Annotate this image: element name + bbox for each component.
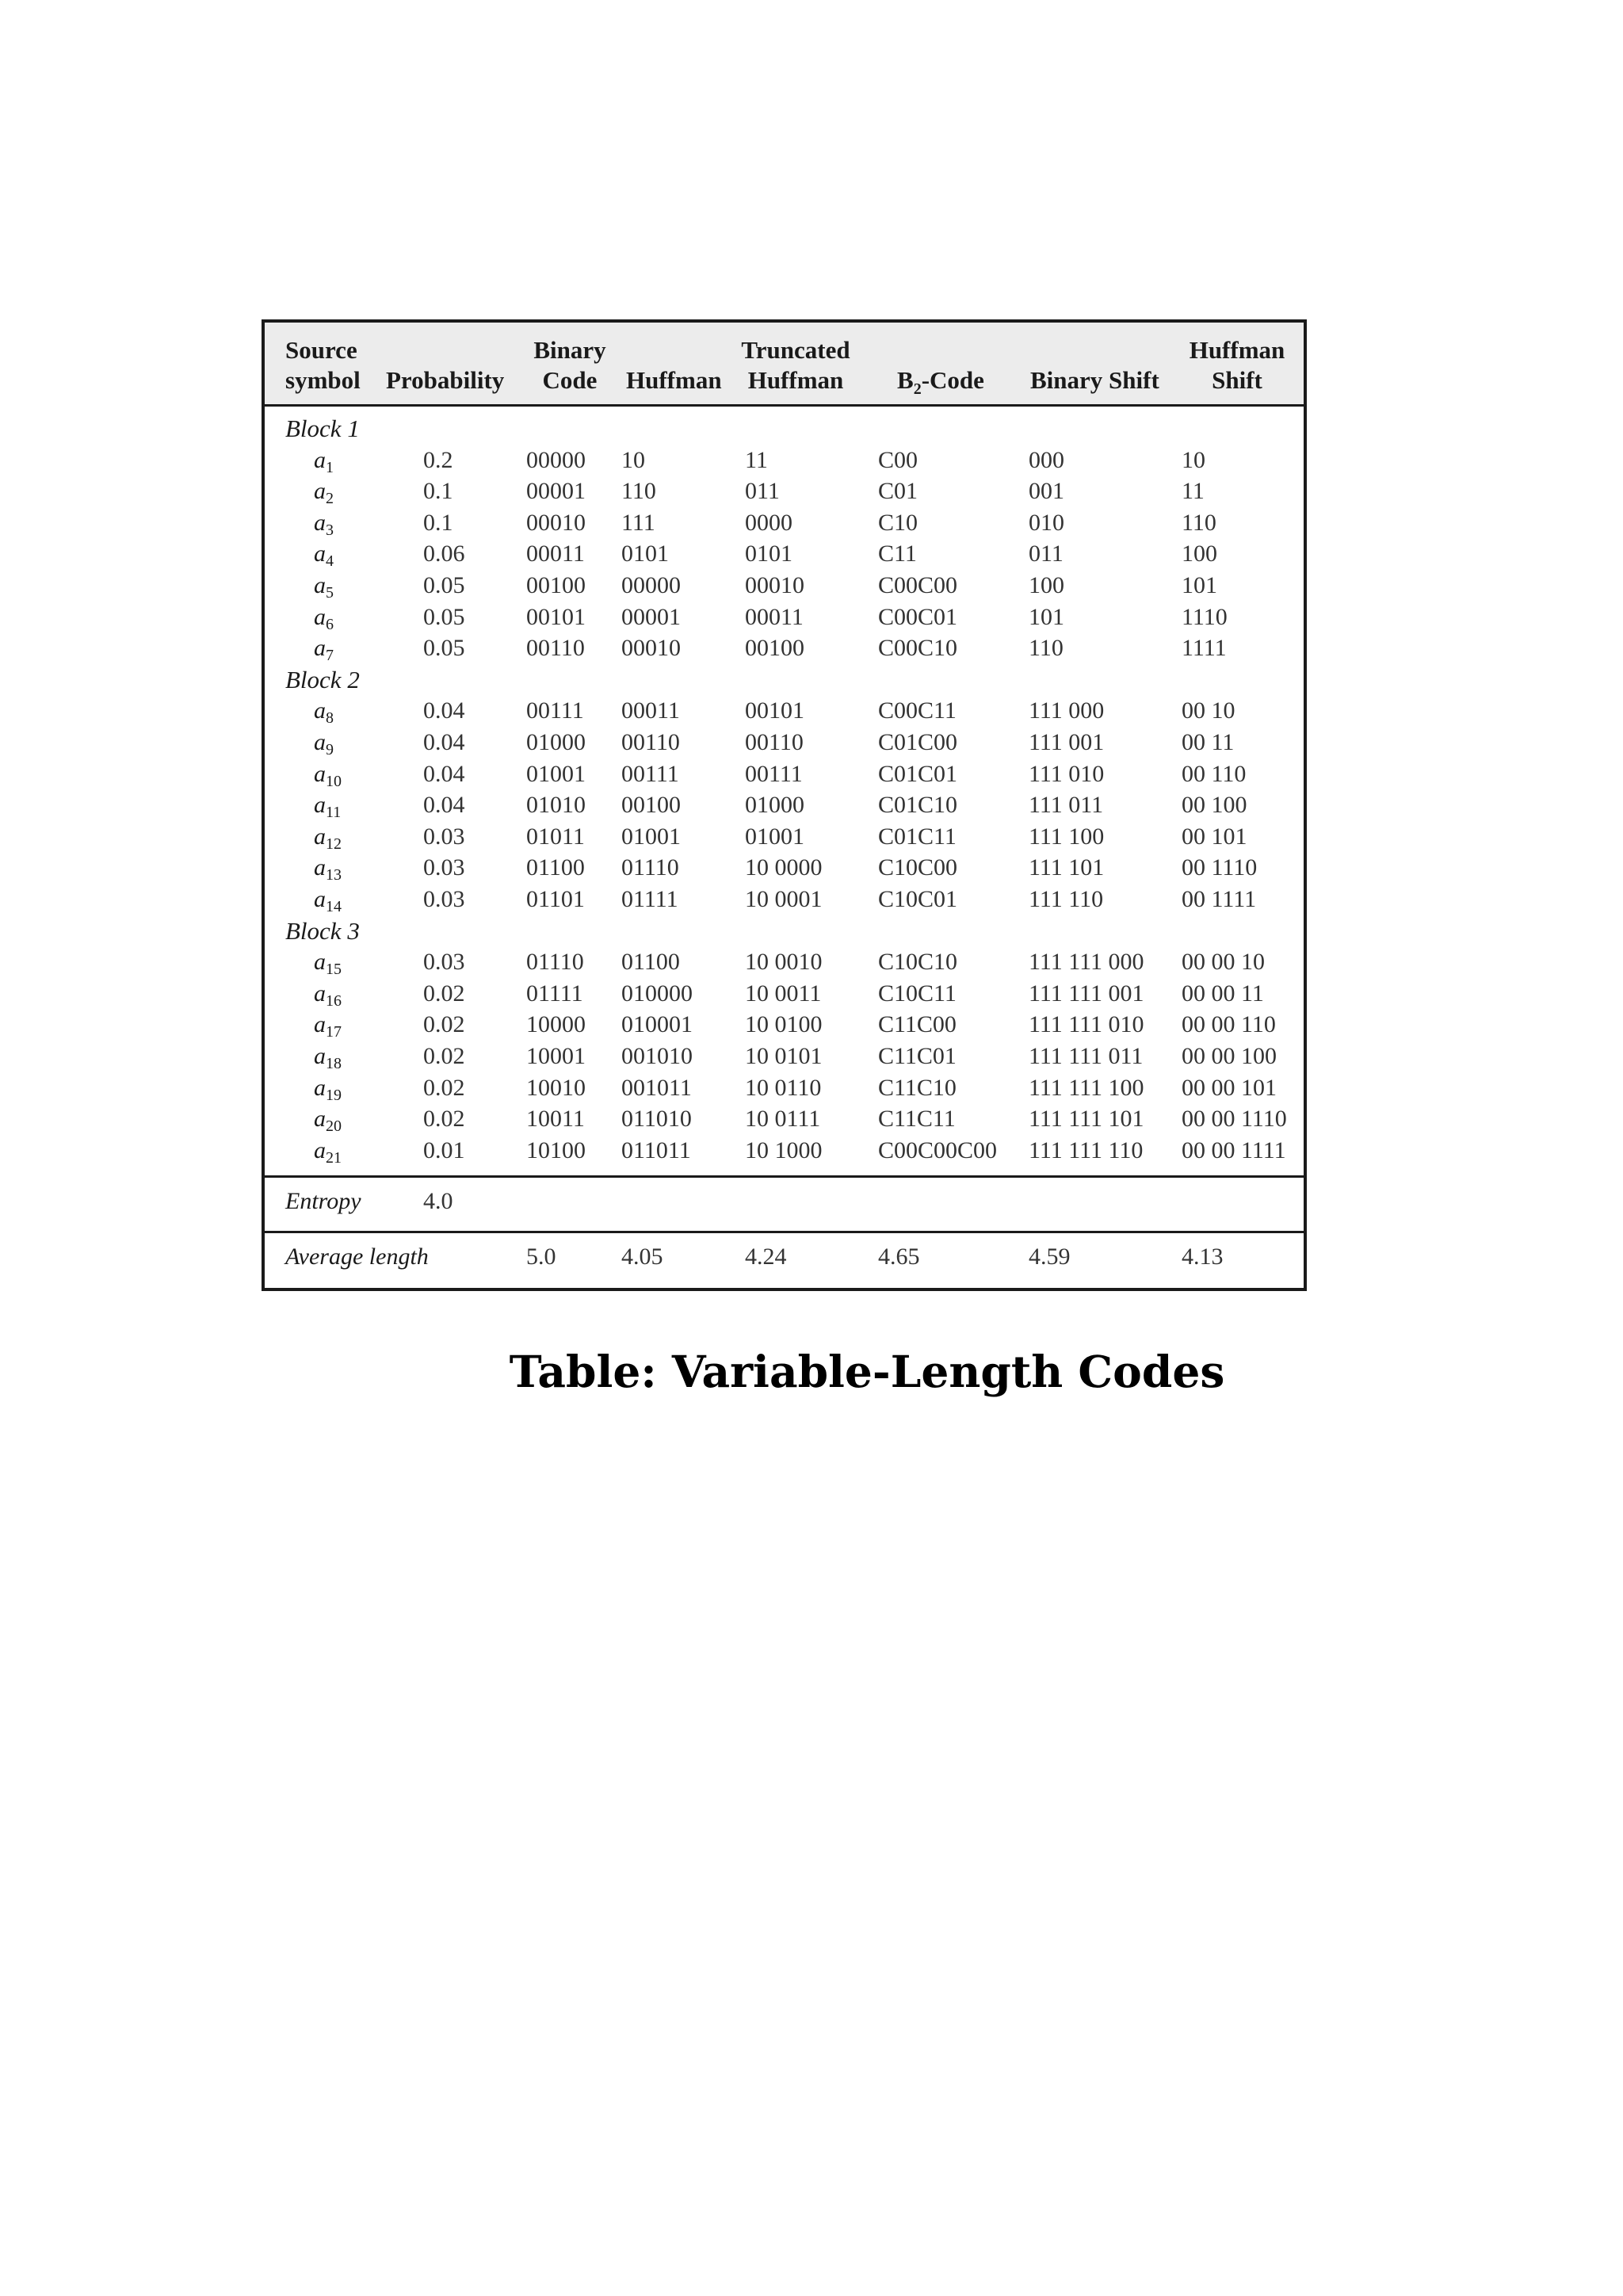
cell-binary-code: 01000 xyxy=(526,729,586,755)
cell-binary-code: 01100 xyxy=(526,854,585,881)
cell-binary-shift: 001 xyxy=(1029,478,1064,505)
cell-huffman-shift: 00 101 xyxy=(1182,823,1247,850)
entropy-value: 4.0 xyxy=(423,1188,453,1214)
symbol-index: 3 xyxy=(326,521,334,539)
cell-huffman: 011011 xyxy=(621,1137,691,1163)
cell-probability: 0.02 xyxy=(423,1106,465,1133)
header-binary-shift: Binary Shift xyxy=(1030,366,1159,394)
header-source-line2: symbol xyxy=(285,366,361,394)
table-row xyxy=(265,852,1304,883)
cell-truncated-huffman: 0000 xyxy=(745,509,792,536)
cell-huffman: 01001 xyxy=(621,823,681,850)
cell-binary-code: 10011 xyxy=(526,1106,585,1133)
cell-b2-code: C00 xyxy=(878,446,918,473)
cell-truncated-huffman: 011 xyxy=(745,478,780,505)
header-b2-code xyxy=(897,365,984,404)
cell-probability: 0.05 xyxy=(423,572,465,598)
cell-truncated-huffman: 00101 xyxy=(745,697,804,724)
symbol-letter: a xyxy=(314,446,326,473)
cell-truncated-huffman: 01001 xyxy=(745,823,804,850)
cell-huffman: 00001 xyxy=(621,603,681,630)
cell-huffman: 00111 xyxy=(621,760,679,787)
cell-binary-code: 10000 xyxy=(526,1011,586,1038)
symbol-letter: a xyxy=(314,1074,326,1101)
block-label: Block 1 xyxy=(285,415,360,442)
symbol-index: 19 xyxy=(326,1086,342,1104)
cell-truncated-huffman: 0101 xyxy=(745,541,792,567)
cell-source-symbol xyxy=(314,1041,342,1072)
cell-source-symbol xyxy=(314,476,334,506)
cell-source-symbol xyxy=(314,538,334,569)
symbol-letter: a xyxy=(314,854,326,881)
cell-binary-shift: 111 101 xyxy=(1029,854,1105,881)
cell-binary-code: 10100 xyxy=(526,1137,586,1163)
header-hshift-line1: Huffman xyxy=(1189,336,1285,364)
cell-binary-shift: 111 111 010 xyxy=(1029,1011,1144,1038)
cell-probability: 0.01 xyxy=(423,1137,465,1163)
table-header xyxy=(265,323,1304,407)
cell-probability: 0.05 xyxy=(423,603,465,630)
cell-source-symbol xyxy=(314,695,334,726)
avg-b2: 4.65 xyxy=(878,1244,920,1270)
symbol-letter: a xyxy=(314,729,326,755)
cell-huffman: 111 xyxy=(621,509,655,536)
cell-binary-shift: 111 111 100 xyxy=(1029,1074,1144,1101)
cell-truncated-huffman: 10 0001 xyxy=(745,886,823,912)
cell-source-symbol xyxy=(314,507,334,538)
cell-probability: 0.05 xyxy=(423,635,465,662)
cell-probability: 0.03 xyxy=(423,823,465,850)
cell-probability: 0.04 xyxy=(423,792,465,819)
symbol-letter: a xyxy=(314,760,326,787)
cell-truncated-huffman: 10 0110 xyxy=(745,1074,822,1101)
cell-source-symbol xyxy=(314,632,334,663)
cell-probability: 0.02 xyxy=(423,1011,465,1038)
cell-probability: 0.06 xyxy=(423,541,465,567)
cell-truncated-huffman: 10 0101 xyxy=(745,1043,823,1069)
table-row xyxy=(265,946,1304,977)
cell-b2-code: C11C10 xyxy=(878,1074,957,1101)
block-label: Block 2 xyxy=(285,665,360,693)
cell-binary-shift: 111 010 xyxy=(1029,760,1105,787)
header-b2-prefix: B xyxy=(897,366,914,394)
cell-huffman: 00100 xyxy=(621,792,681,819)
cell-b2-code: C00C00 xyxy=(878,572,958,598)
avg-binary: 5.0 xyxy=(526,1244,556,1270)
cell-source-symbol xyxy=(314,884,342,915)
cell-b2-code: C00C01 xyxy=(878,603,958,630)
cell-binary-shift: 111 000 xyxy=(1029,697,1105,724)
cell-huffman-shift: 00 00 1110 xyxy=(1182,1106,1287,1133)
cell-huffman: 010001 xyxy=(621,1011,693,1038)
cell-huffman: 001010 xyxy=(621,1043,693,1069)
cell-huffman: 010000 xyxy=(621,980,693,1007)
table-row xyxy=(265,884,1304,915)
cell-probability: 0.03 xyxy=(423,886,465,912)
cell-huffman: 011010 xyxy=(621,1106,692,1133)
cell-probability: 0.02 xyxy=(423,1074,465,1101)
header-huffman-shift xyxy=(1182,335,1293,395)
header-b2-subscript: 2 xyxy=(913,380,922,399)
table-row xyxy=(265,1103,1304,1134)
cell-probability: 0.2 xyxy=(423,446,453,473)
table-row xyxy=(265,758,1304,789)
cell-huffman-shift: 11 xyxy=(1182,478,1205,505)
symbol-index: 10 xyxy=(326,772,342,790)
avg-huffman: 4.05 xyxy=(621,1244,663,1270)
cell-huffman-shift: 00 11 xyxy=(1182,729,1235,755)
cell-huffman: 00000 xyxy=(621,572,681,598)
entropy-label: Entropy xyxy=(285,1188,361,1214)
table-row xyxy=(265,821,1304,852)
cell-huffman-shift: 00 10 xyxy=(1182,697,1235,724)
header-source-line1: Source xyxy=(285,336,357,364)
cell-source-symbol xyxy=(314,1103,342,1134)
symbol-letter: a xyxy=(314,792,326,819)
symbol-index: 9 xyxy=(326,741,334,758)
cell-b2-code: C11C01 xyxy=(878,1043,957,1069)
cell-binary-shift: 111 011 xyxy=(1029,792,1104,819)
symbol-index: 6 xyxy=(326,615,334,633)
cell-truncated-huffman: 10 0111 xyxy=(745,1106,821,1133)
cell-truncated-huffman: 00111 xyxy=(745,760,803,787)
header-probability: Probability xyxy=(386,366,505,394)
cell-binary-code: 01001 xyxy=(526,760,586,787)
cell-truncated-huffman: 00110 xyxy=(745,729,804,755)
cell-binary-shift: 110 xyxy=(1029,635,1064,662)
cell-truncated-huffman: 00100 xyxy=(745,635,804,662)
symbol-letter: a xyxy=(314,980,326,1007)
cell-huffman: 01110 xyxy=(621,854,679,881)
table-body xyxy=(265,407,1304,1175)
cell-source-symbol xyxy=(314,758,342,789)
cell-truncated-huffman: 10 1000 xyxy=(745,1137,823,1163)
table-row xyxy=(265,727,1304,758)
avg-huffman-shift: 4.13 xyxy=(1182,1244,1224,1270)
cell-huffman-shift: 1111 xyxy=(1182,635,1227,662)
cell-source-symbol xyxy=(314,978,342,1009)
cell-source-symbol xyxy=(314,570,334,601)
average-length-row xyxy=(265,1233,1304,1281)
cell-binary-code: 10001 xyxy=(526,1043,586,1069)
cell-probability: 0.1 xyxy=(423,478,453,505)
header-binary-line1: Binary xyxy=(533,336,606,364)
cell-binary-code: 00101 xyxy=(526,603,586,630)
cell-truncated-huffman: 10 0011 xyxy=(745,980,822,1007)
cell-probability: 0.04 xyxy=(423,760,465,787)
cell-binary-shift: 111 110 xyxy=(1029,886,1104,912)
cell-huffman: 01111 xyxy=(621,886,678,912)
cell-binary-code: 01111 xyxy=(526,980,583,1007)
cell-b2-code: C01C10 xyxy=(878,792,958,819)
header-huffman: Huffman xyxy=(626,366,722,394)
cell-binary-shift: 111 111 001 xyxy=(1029,980,1144,1007)
table-row xyxy=(265,602,1304,632)
cell-source-symbol xyxy=(314,821,342,852)
cell-probability: 0.04 xyxy=(423,697,465,724)
cell-truncated-huffman: 01000 xyxy=(745,792,804,819)
cell-source-symbol xyxy=(314,1072,342,1103)
cell-huffman: 01100 xyxy=(621,949,680,976)
symbol-letter: a xyxy=(314,697,326,724)
cell-huffman-shift: 110 xyxy=(1182,509,1216,536)
symbol-letter: a xyxy=(314,1011,326,1038)
cell-b2-code: C00C00C00 xyxy=(878,1137,998,1163)
avg-binary-shift: 4.59 xyxy=(1029,1244,1071,1270)
header-binary-code xyxy=(526,335,613,395)
cell-b2-code: C11C11 xyxy=(878,1106,956,1133)
header-truncated-huffman xyxy=(732,335,859,395)
cell-truncated-huffman: 10 0000 xyxy=(745,854,823,881)
cell-source-symbol xyxy=(314,789,341,820)
cell-source-symbol xyxy=(314,946,342,977)
cell-huffman-shift: 00 00 1111 xyxy=(1182,1137,1286,1163)
cell-huffman: 110 xyxy=(621,478,656,505)
cell-binary-shift: 000 xyxy=(1029,446,1064,473)
symbol-letter: a xyxy=(314,1106,326,1133)
symbol-letter: a xyxy=(314,949,326,976)
table-row xyxy=(265,1009,1304,1040)
cell-probability: 0.02 xyxy=(423,1043,465,1069)
cell-source-symbol xyxy=(314,852,342,883)
cell-binary-code: 00100 xyxy=(526,572,586,598)
table-row xyxy=(265,789,1304,820)
symbol-index: 15 xyxy=(326,961,342,979)
cell-huffman: 00110 xyxy=(621,729,680,755)
cell-binary-code: 00011 xyxy=(526,541,585,567)
cell-b2-code: C00C11 xyxy=(878,697,957,724)
cell-b2-code: C00C10 xyxy=(878,635,958,662)
cell-probability: 0.03 xyxy=(423,949,465,976)
cell-binary-code: 01010 xyxy=(526,792,586,819)
cell-binary-code: 00111 xyxy=(526,697,584,724)
symbol-letter: a xyxy=(314,1043,326,1069)
cell-huffman-shift: 00 00 101 xyxy=(1182,1074,1277,1101)
cell-b2-code: C10C11 xyxy=(878,980,957,1007)
cell-b2-code: C01C01 xyxy=(878,760,958,787)
cell-huffman-shift: 1110 xyxy=(1182,603,1228,630)
cell-probability: 0.04 xyxy=(423,729,465,755)
cell-binary-code: 01110 xyxy=(526,949,584,976)
cell-binary-shift: 101 xyxy=(1029,603,1064,630)
cell-probability: 0.1 xyxy=(423,509,453,536)
symbol-index: 17 xyxy=(326,1023,342,1041)
symbol-index: 4 xyxy=(326,552,334,571)
cell-huffman: 00010 xyxy=(621,635,681,662)
avg-truncated: 4.24 xyxy=(745,1244,787,1270)
table-row xyxy=(265,632,1304,663)
symbol-index: 7 xyxy=(326,647,334,665)
cell-b2-code: C10C01 xyxy=(878,886,958,912)
cell-b2-code: C11 xyxy=(878,541,917,567)
header-binary-line2: Code xyxy=(542,366,598,394)
table-row xyxy=(265,1041,1304,1072)
header-b2-suffix: -Code xyxy=(921,366,984,394)
table-row xyxy=(265,476,1304,506)
cell-binary-shift: 111 111 110 xyxy=(1029,1137,1144,1163)
block-label: Block 3 xyxy=(285,916,360,945)
cell-binary-shift: 111 001 xyxy=(1029,729,1105,755)
entropy-row xyxy=(265,1178,1304,1225)
table-row xyxy=(265,978,1304,1009)
cell-huffman-shift: 00 1110 xyxy=(1182,854,1258,881)
cell-huffman-shift: 00 00 110 xyxy=(1182,1011,1276,1038)
symbol-index: 16 xyxy=(326,991,342,1010)
symbol-index: 13 xyxy=(326,866,342,884)
cell-huffman-shift: 10 xyxy=(1182,446,1205,473)
symbol-letter: a xyxy=(314,509,326,536)
cell-huffman: 00011 xyxy=(621,697,680,724)
cell-truncated-huffman: 10 0100 xyxy=(745,1011,823,1038)
cell-huffman: 001011 xyxy=(621,1074,692,1101)
symbol-letter: a xyxy=(314,603,326,630)
symbol-index: 1 xyxy=(326,458,334,476)
cell-truncated-huffman: 00010 xyxy=(745,572,804,598)
average-length-label: Average length xyxy=(285,1244,429,1270)
symbol-letter: a xyxy=(314,635,326,662)
cell-b2-code: C01C11 xyxy=(878,823,957,850)
cell-huffman-shift: 00 00 10 xyxy=(1182,949,1265,976)
cell-binary-code: 01011 xyxy=(526,823,585,850)
table-row xyxy=(265,1072,1304,1103)
table-row xyxy=(265,538,1304,569)
cell-truncated-huffman: 11 xyxy=(745,446,768,473)
symbol-index: 18 xyxy=(326,1055,342,1072)
table-row xyxy=(265,507,1304,538)
table-row xyxy=(265,1135,1304,1166)
cell-b2-code: C10C00 xyxy=(878,854,958,881)
cell-huffman: 10 xyxy=(621,446,645,473)
symbol-letter: a xyxy=(314,886,326,912)
symbol-index: 12 xyxy=(326,835,342,853)
symbol-index: 2 xyxy=(326,490,334,508)
cell-source-symbol xyxy=(314,1135,342,1166)
symbol-index: 21 xyxy=(326,1148,342,1167)
symbol-letter: a xyxy=(314,572,326,598)
cell-source-symbol xyxy=(314,727,334,758)
variable-length-codes-table xyxy=(262,319,1307,1291)
cell-huffman-shift: 101 xyxy=(1182,572,1217,598)
cell-huffman-shift: 00 110 xyxy=(1182,760,1247,787)
cell-source-symbol xyxy=(314,1009,342,1040)
symbol-letter: a xyxy=(314,478,326,505)
header-hshift-line2: Shift xyxy=(1212,366,1262,394)
cell-b2-code: C01C00 xyxy=(878,729,958,755)
cell-truncated-huffman: 00011 xyxy=(745,603,804,630)
cell-binary-code: 00110 xyxy=(526,635,585,662)
cell-huffman-shift: 00 00 100 xyxy=(1182,1043,1277,1069)
cell-binary-code: 00010 xyxy=(526,509,586,536)
cell-probability: 0.02 xyxy=(423,980,465,1007)
cell-huffman-shift: 00 1111 xyxy=(1182,886,1257,912)
cell-binary-shift: 111 111 000 xyxy=(1029,949,1144,976)
cell-huffman-shift: 100 xyxy=(1182,541,1217,567)
cell-b2-code: C11C00 xyxy=(878,1011,957,1038)
cell-binary-shift: 111 111 011 xyxy=(1029,1043,1144,1069)
cell-source-symbol xyxy=(314,445,334,476)
table-row xyxy=(265,445,1304,476)
cell-binary-shift: 111 100 xyxy=(1029,823,1105,850)
header-truncated-line1: Truncated xyxy=(741,336,850,364)
cell-huffman-shift: 00 100 xyxy=(1182,792,1247,819)
symbol-index: 14 xyxy=(326,898,342,915)
symbol-letter: a xyxy=(314,1137,326,1163)
table-row xyxy=(265,570,1304,601)
cell-probability: 0.03 xyxy=(423,854,465,881)
symbol-index: 5 xyxy=(326,584,334,602)
cell-b2-code: C10 xyxy=(878,509,918,536)
symbol-index: 11 xyxy=(326,804,342,822)
cell-b2-code: C01 xyxy=(878,478,918,505)
cell-binary-code: 00001 xyxy=(526,478,586,505)
cell-b2-code: C10C10 xyxy=(878,949,958,976)
symbol-index: 20 xyxy=(326,1117,342,1136)
cell-huffman-shift: 00 00 11 xyxy=(1182,980,1264,1007)
header-truncated-line2: Huffman xyxy=(747,366,844,394)
symbol-index: 8 xyxy=(326,709,334,728)
cell-binary-code: 10010 xyxy=(526,1074,586,1101)
cell-binary-code: 00000 xyxy=(526,446,586,473)
symbol-letter: a xyxy=(314,541,326,567)
cell-source-symbol xyxy=(314,602,334,632)
cell-binary-shift: 100 xyxy=(1029,572,1064,598)
table-caption: Table: Variable-Length Codes xyxy=(509,1346,1225,1397)
cell-binary-shift: 011 xyxy=(1029,541,1064,567)
header-source-symbol xyxy=(285,335,361,395)
symbol-letter: a xyxy=(314,823,326,850)
cell-binary-shift: 111 111 101 xyxy=(1029,1106,1144,1133)
cell-truncated-huffman: 10 0010 xyxy=(745,949,823,976)
cell-binary-shift: 010 xyxy=(1029,509,1064,536)
cell-binary-code: 01101 xyxy=(526,886,585,912)
cell-huffman: 0101 xyxy=(621,541,669,567)
table-row xyxy=(265,695,1304,726)
